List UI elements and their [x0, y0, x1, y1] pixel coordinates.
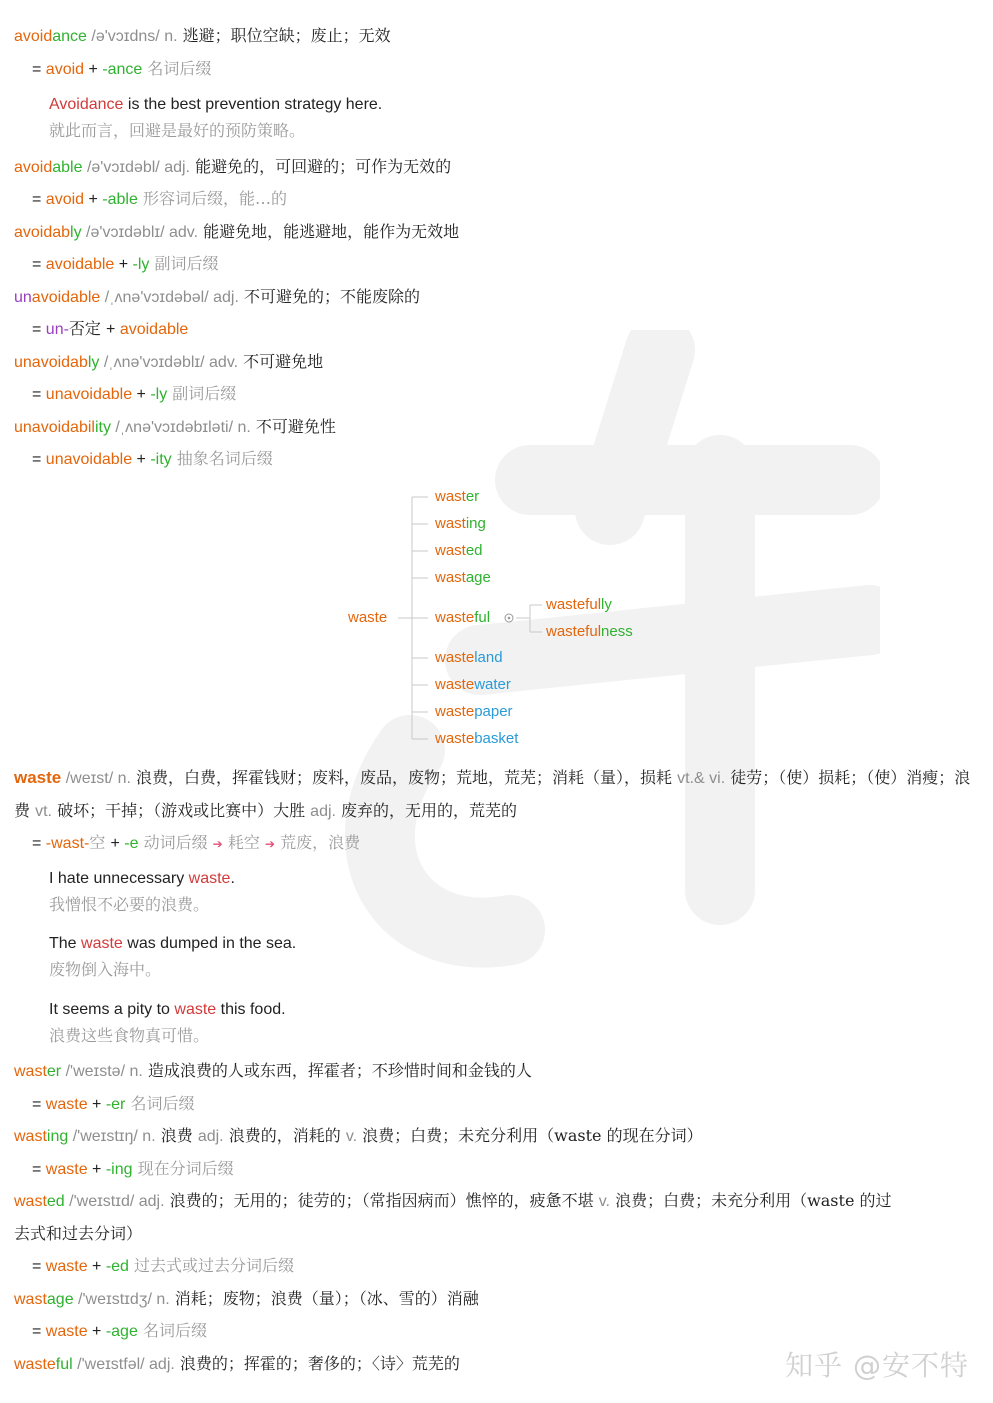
part-of-speech: adj.: [164, 159, 190, 176]
derivation-wasted: [32, 1256, 979, 1277]
phonetic: /ə'vɔɪdəblɪ/: [81, 224, 169, 241]
derivation-wasting: [32, 1159, 979, 1180]
deriv-part-b: -age: [105, 1323, 138, 1340]
deriv-part-a-note: 空: [89, 833, 111, 852]
part-of-speech: n.: [129, 1063, 143, 1080]
deriv-note: 抽象名词后缀: [171, 449, 273, 468]
tree-node-suffix: paper: [474, 703, 513, 720]
deriv-part-b: -ing: [105, 1161, 133, 1178]
tree-child-node: [435, 609, 490, 627]
part-of-speech: vt.: [35, 803, 52, 820]
equals-sign: =: [32, 61, 46, 78]
word-suffix: er: [46, 1063, 62, 1080]
tree-node-suffix: basket: [474, 730, 519, 747]
example-text: I hate unnecessary: [49, 870, 189, 887]
tree-child-node: [435, 676, 511, 694]
equals-sign: =: [32, 256, 46, 273]
deriv-note: 副词后缀: [167, 384, 237, 403]
example-text: this food.: [216, 1001, 286, 1018]
definition-continued: 去式和过去分词）: [14, 1224, 143, 1243]
example-highlight: waste: [188, 870, 231, 887]
tree-node-suffix: ing: [465, 515, 486, 532]
definition: 能避免的，可回避的；可作为无效的: [189, 157, 452, 176]
phonetic: /ˌʌnə'vɔɪdəbɪləti/: [110, 419, 238, 436]
word-root: waste: [14, 1356, 56, 1373]
example-highlight: waste: [174, 1001, 217, 1018]
tree-node-suffix: ly: [601, 596, 612, 613]
word-suffix: ly: [70, 224, 82, 241]
deriv-part-a: waste: [45, 1161, 88, 1178]
part-of-speech: n.: [237, 419, 251, 436]
tree-child-node: [435, 703, 513, 721]
equals-sign: =: [32, 451, 46, 468]
definition: 消瘦；浪费: [14, 768, 971, 820]
phonetic: /weɪst/: [61, 770, 118, 787]
deriv-part-a: avoidable: [45, 256, 115, 273]
tree-node-suffix: ful: [474, 609, 491, 626]
tree-grandchild-node: [546, 596, 612, 614]
part-of-speech: v.: [598, 1193, 610, 1210]
phonetic: /'weɪstfəl/: [72, 1356, 150, 1373]
tree-node-suffix: ed: [465, 542, 483, 559]
part-of-speech: adj.: [197, 1128, 224, 1145]
tree-node-root: wast: [435, 569, 466, 586]
deriv-part-a: avoid: [45, 191, 85, 208]
entry-wastage: [14, 1289, 979, 1310]
definition: 浪费: [155, 1126, 198, 1145]
deriv-note: 形容词后缀，能…的: [137, 189, 287, 208]
deriv-part-a: -wast-: [45, 835, 90, 852]
tree-child-node: [435, 569, 491, 587]
definition: 不可避免的；不能废除的: [238, 287, 420, 306]
word-root: avoidab: [14, 224, 71, 241]
tree-node-root: waste: [435, 649, 475, 666]
part-of-speech: adj.: [310, 803, 336, 820]
word-headword: waste: [14, 768, 62, 787]
word-suffix: age: [46, 1291, 74, 1308]
phonetic: /'weɪstɪdʒ/: [73, 1291, 157, 1308]
tree-node-root: wasteful: [546, 596, 602, 613]
deriv-part-b: avoidable: [119, 321, 189, 338]
plus-sign: +: [84, 191, 103, 208]
example-sentence: [49, 869, 979, 889]
entry-wasted: [14, 1191, 979, 1212]
part-of-speech: n.: [164, 28, 178, 45]
part-of-speech: adj.: [149, 1356, 175, 1373]
deriv-note: 名词后缀: [137, 1321, 207, 1340]
deriv-note: 过去式或过去分词后缀: [128, 1256, 295, 1275]
deriv-part-a: waste: [45, 1323, 88, 1340]
tree-child-node: [435, 649, 503, 667]
word-root: avoid: [14, 28, 53, 45]
tree-child-node: [435, 488, 479, 506]
tree-node-root: wast: [435, 488, 466, 505]
word-suffix: able: [52, 159, 83, 176]
tree-node-suffix: water: [474, 676, 511, 693]
definition: 造成浪费的人或东西，挥霍者；不珍惜时间和金钱的人: [142, 1061, 532, 1080]
tree-node-root: waste: [435, 676, 475, 693]
definition: 浪费的；挥霍的；奢侈的；〈诗〉荒芜的: [174, 1354, 460, 1373]
word-root: avoid: [14, 159, 53, 176]
definition: 徒劳；（使）损耗；（使）: [725, 768, 907, 787]
entry-wasting: [14, 1126, 979, 1147]
arrow-right-icon: ➔: [264, 837, 275, 851]
part-of-speech: n.: [142, 1128, 156, 1145]
phonetic: /ˌʌnə'vɔɪdəbəl/: [100, 289, 214, 306]
definition: 浪费的，消耗的: [223, 1126, 346, 1145]
word-suffix: ance: [52, 28, 87, 45]
example-text: is the best prevention strategy here.: [123, 96, 383, 113]
equals-sign: =: [32, 1258, 46, 1275]
tree-node-suffix: age: [465, 569, 491, 586]
deriv-part-b: -able: [102, 191, 138, 208]
arrow-right-icon: ➔: [212, 837, 223, 851]
word-root: wast: [14, 1193, 47, 1210]
example-translation: 废物倒入海中。: [49, 960, 162, 979]
example-sentence: [49, 1000, 979, 1020]
part-of-speech: n.: [156, 1291, 170, 1308]
deriv-part-b: -ity: [150, 451, 172, 468]
plus-sign: +: [87, 1096, 106, 1113]
word-suffix: ing: [46, 1128, 69, 1145]
example-text: The: [49, 935, 82, 952]
equals-sign: =: [32, 1323, 46, 1340]
deriv-note: 动词后缀: [138, 833, 213, 852]
tree-child-node: [435, 515, 486, 533]
definition: 逃避；职位空缺；废止；无效: [177, 26, 391, 45]
deriv-part-a: unavoidable: [45, 451, 133, 468]
tree-node-root: waste: [435, 703, 475, 720]
equals-sign: =: [32, 835, 46, 852]
definition: 浪费；白费；未充分利用（waste 的现在分词）: [357, 1126, 703, 1145]
equals-sign: =: [32, 1161, 46, 1178]
tree-node-suffix: er: [465, 488, 480, 505]
plus-sign: +: [114, 256, 133, 273]
phonetic: /ə'vɔɪdns/: [86, 28, 165, 45]
example-text: .: [230, 870, 235, 887]
definition: 废弃的，无用的，荒芜的: [335, 801, 518, 820]
part-of-speech: adj.: [138, 1193, 165, 1210]
deriv-part-b: -ly: [132, 256, 150, 273]
entry-waste: [14, 762, 979, 828]
derivation-waster: [32, 1094, 979, 1115]
derivation-wastage: [32, 1321, 979, 1342]
word-suffix: ed: [46, 1193, 65, 1210]
phonetic: /'weɪstɪd/: [64, 1193, 139, 1210]
phonetic: /'weɪstɪŋ/: [68, 1128, 143, 1145]
part-of-speech: adv.: [209, 354, 239, 371]
deriv-part-b: -ance: [102, 61, 143, 78]
word-suffix: ful: [55, 1356, 73, 1373]
tree-node-suffix: ness: [601, 623, 633, 640]
tree-node-suffix: land: [474, 649, 503, 666]
example-text: It seems a pity to: [49, 1001, 175, 1018]
example-translation: 浪费这些食物真可惜。: [49, 1026, 210, 1045]
plus-sign: +: [84, 61, 103, 78]
definition: 消耗；废物；浪费（量）；（冰、雪的）消融: [169, 1289, 479, 1308]
definition: 不可避免地: [238, 352, 324, 371]
word-root: avoidable: [31, 289, 101, 306]
plus-sign: +: [87, 1258, 106, 1275]
meaning-step: 耗空: [222, 833, 265, 852]
definition: 破坏；干掉；（游戏或比赛中）大胜: [51, 801, 311, 820]
word-suffix: ly: [87, 354, 100, 371]
definition: 浪费；白费；未充分利用（waste 的过: [609, 1191, 892, 1210]
equals-sign: =: [32, 1096, 46, 1113]
deriv-part-b: -er: [105, 1096, 126, 1113]
definition: 不可避免性: [250, 417, 336, 436]
deriv-note: 副词后缀: [149, 254, 219, 273]
definition: 浪费，白费，挥霍钱财；废料，废品，废物；荒地，荒芜；消耗（量），损耗: [130, 768, 678, 787]
tree-child-node: [435, 730, 518, 748]
word-suffix: ity: [94, 419, 111, 436]
deriv-part-b: -ly: [150, 386, 168, 403]
plus-sign: +: [132, 451, 151, 468]
tree-node-root: wast: [435, 542, 466, 559]
deriv-part-a: waste: [45, 1096, 88, 1113]
part-of-speech: n.: [117, 770, 131, 787]
tree-root-node: waste: [348, 609, 388, 626]
zhihu-watermark: 知乎 @安不特: [785, 1349, 969, 1382]
plus-sign: +: [87, 1323, 106, 1340]
word-root: wast: [14, 1063, 47, 1080]
deriv-part-b: -e: [124, 835, 139, 852]
plus-sign: +: [110, 835, 125, 852]
word-root: unavoidab: [14, 354, 88, 371]
example-translation: 我憎恨不必要的浪费。: [49, 895, 210, 914]
deriv-part-a: waste: [45, 1258, 88, 1275]
deriv-note: 现在分词后缀: [132, 1159, 234, 1178]
phonetic: /ˌʌnə'vɔɪdəblɪ/: [99, 354, 210, 371]
equals-sign: =: [32, 386, 46, 403]
definition: 能避免地，能逃避地，能作为无效地: [198, 222, 460, 241]
deriv-note: 名词后缀: [125, 1094, 195, 1113]
deriv-note: 名词后缀: [142, 59, 212, 78]
word-prefix: un: [14, 289, 32, 306]
plus-sign: +: [87, 1161, 106, 1178]
part-of-speech: vt.& vi.: [677, 770, 726, 787]
equals-sign: =: [32, 191, 46, 208]
example-sentence: [49, 934, 979, 954]
definition: 浪费的；无用的；徒劳的；（常指因病而）憔悴的，疲惫不堪: [164, 1191, 599, 1210]
tree-grandchild-node: [546, 623, 633, 641]
word-root: unavoidabil: [14, 419, 95, 436]
word-root: wast: [14, 1128, 47, 1145]
deriv-part-a: unavoidable: [45, 386, 133, 403]
example-text: was dumped in the sea.: [122, 935, 297, 952]
example-highlight: waste: [81, 935, 123, 952]
entry-waster: [14, 1061, 979, 1082]
tree-node-root: wasteful: [546, 623, 602, 640]
tree-node-root: waste: [435, 609, 475, 626]
phonetic: /ə'vɔɪdəbl/: [82, 159, 165, 176]
deriv-part-b: -ed: [105, 1258, 129, 1275]
part-of-speech: adj.: [213, 289, 239, 306]
part-of-speech: adv.: [168, 224, 199, 241]
deriv-part-a: un-: [45, 321, 69, 338]
phonetic: /'weɪstə/: [61, 1063, 130, 1080]
deriv-part-a: avoid: [45, 61, 85, 78]
plus-sign: +: [132, 386, 151, 403]
word-root: wast: [14, 1291, 47, 1308]
plus-sign: +: [106, 321, 120, 338]
tree-child-node: [435, 542, 483, 560]
tree-node-root: waste: [435, 730, 475, 747]
meaning-step: 荒废，浪费: [274, 833, 361, 852]
part-of-speech: v.: [345, 1128, 358, 1145]
deriv-part-a-note: 否定: [68, 319, 107, 338]
equals-sign: =: [32, 321, 46, 338]
derivation-waste: [32, 833, 979, 854]
example-translation: 就此而言，回避是最好的预防策略。: [49, 121, 306, 140]
tree-node-root: wast: [435, 515, 466, 532]
example-highlight: Avoidance: [49, 96, 124, 113]
